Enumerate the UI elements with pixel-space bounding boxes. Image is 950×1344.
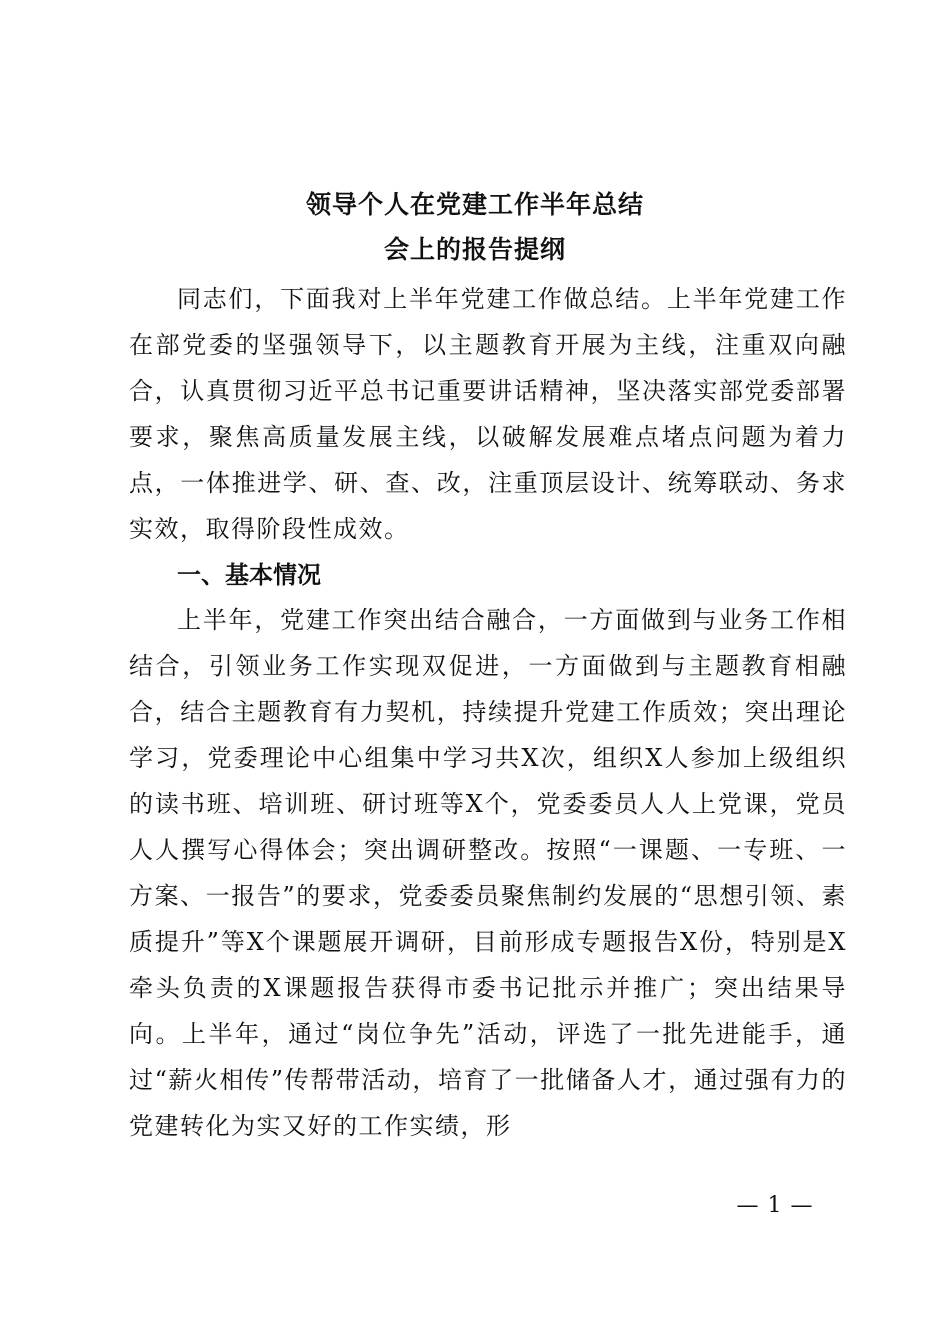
section-1-paragraph: 上半年，党建工作突出结合融合，一方面做到与业务工作相结合，引领业务工作实现双促进，一方面做到与主题教育相融合，结合主题教育有力契机，持续提升党建工作质效；突出理论学习，党委理论中心组集中学习共X次，组织X人参加上级组织的读书班、培训班、研讨班等X个，党委委员人人上党课，党员人人撰写心得体会；突出调研整改。按照“一课题、一专班、一方案、一报告”的要求，党委委员聚焦制约发展的“思想引领、素质提升”等X个课题展开调研，目前形成专题报告X份，特别是X牵头负责的X课题报告获得市委书记批示并推广；突出结果导向。上半年，通过“岗位争先”活动，评选了一批先进能手，通过“薪火相传”传帮带活动，培育了一批储备人才，通过强有力的党建转化为实又好的工作实绩，形 (129, 606, 847, 1140)
section-heading-basic-situation: 一、基本情况 (177, 561, 321, 589)
document-title-line-1: 领导个人在党建工作半年总结 (305, 190, 644, 219)
document-title-line-2: 会上的报告提纲 (383, 235, 566, 264)
intro-paragraph: 同志们，下面我对上半年党建工作做总结。上半年党建工作在部党委的坚强领导下，以主题教育开展为主线，注重双向融合，认真贯彻习近平总书记重要讲话精神，坚决落实部党委部署要求，聚焦高质量发展主线，以破解发展难点堵点问题为着力点，一体推进学、研、查、改，注重顶层设计、统筹联动、务求实效，取得阶段性成效。 (129, 285, 847, 543)
page-number: — 1 — (736, 1193, 814, 1218)
